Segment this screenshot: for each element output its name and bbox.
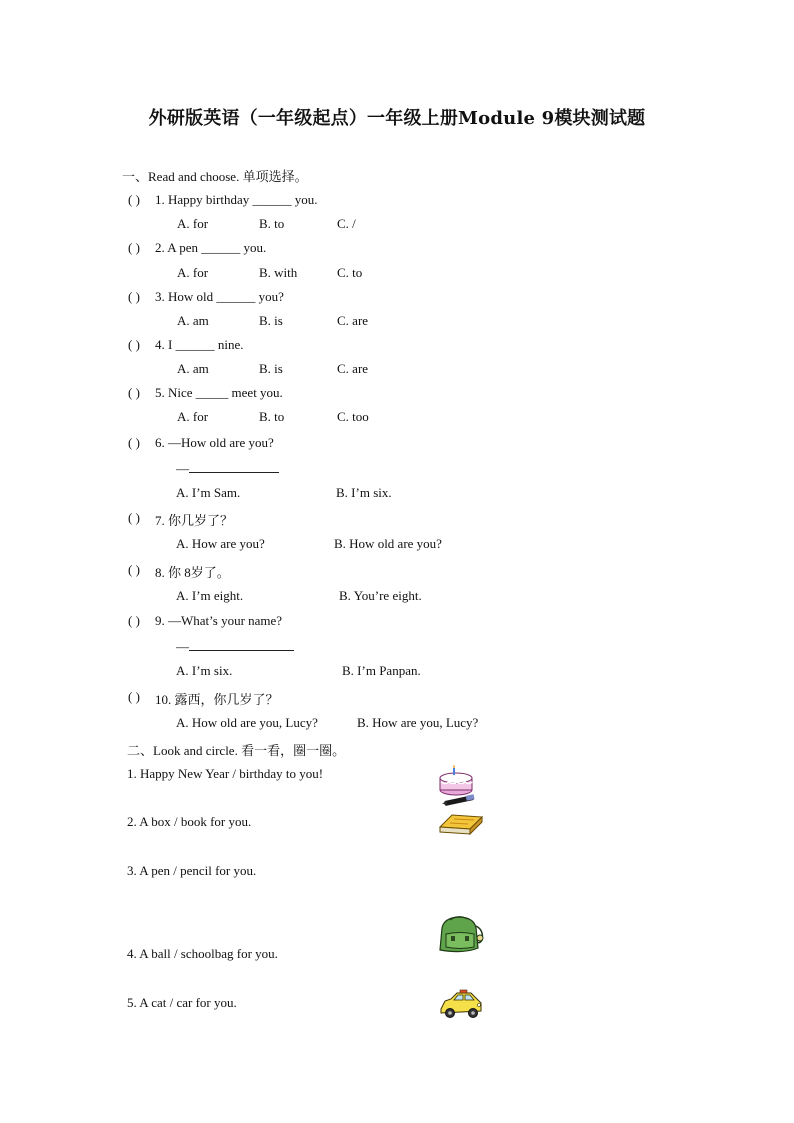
answer-blank[interactable]: ( ) xyxy=(128,435,140,450)
option-b: B. I’m six. xyxy=(336,485,392,500)
option-a: A. for xyxy=(177,409,209,424)
option-b: B. You’re eight. xyxy=(339,588,422,603)
option-a: A. How are you? xyxy=(176,536,265,551)
option-a: A. for xyxy=(177,265,209,280)
option-b: B. to xyxy=(259,216,285,231)
question-6: 6. —How old are you? xyxy=(155,435,274,450)
circle-item-3[interactable]: 3. A pen / pencil for you. xyxy=(127,863,257,878)
question-4: 4. I ______ nine. xyxy=(155,337,244,352)
option-a: A. I’m six. xyxy=(176,663,233,678)
question-2: 2. A pen ______ you. xyxy=(155,240,267,255)
answer-line[interactable] xyxy=(176,460,279,477)
question-9: 9. —What’s your name? xyxy=(155,613,283,628)
section1-heading: 一、Read and choose. 单项选择。 xyxy=(122,169,308,184)
answer-blank[interactable]: ( ) xyxy=(128,613,140,628)
car-icon xyxy=(437,989,485,1021)
option-b: B. How are you, Lucy? xyxy=(357,715,479,730)
answer-blank[interactable]: ( ) xyxy=(128,240,140,255)
question-3: 3. How old ______ you? xyxy=(155,289,284,304)
answer-underline xyxy=(189,460,279,473)
option-b: B. I’m Panpan. xyxy=(342,663,421,678)
option-c: C. are xyxy=(337,313,369,328)
question-10: 10. 露西，你几岁了？ xyxy=(155,692,279,707)
option-a: A. How old are you, Lucy? xyxy=(176,715,318,730)
page-title: 外研版英语（一年级起点）一年级上册Module 9模块测试题 xyxy=(148,108,646,129)
circle-item-1[interactable]: 1. Happy New Year / birthday to you! xyxy=(127,766,324,781)
option-a: A. I’m eight. xyxy=(176,588,244,603)
option-c: C. / xyxy=(337,216,356,231)
option-c: C. are xyxy=(337,361,369,376)
option-c: C. too xyxy=(337,409,369,424)
circle-item-4[interactable]: 4. A ball / schoolbag for you. xyxy=(127,946,278,961)
question-5: 5. Nice _____ meet you. xyxy=(155,385,283,400)
option-c: C. to xyxy=(337,265,363,280)
answer-blank[interactable]: ( ) xyxy=(128,385,140,400)
option-a: A. am xyxy=(177,361,209,376)
question-7: 7. 你几岁了？ xyxy=(155,513,234,528)
cake-icon xyxy=(436,764,478,808)
question-1: 1. Happy birthday ______ you. xyxy=(155,192,318,207)
circle-item-5[interactable]: 5. A cat / car for you. xyxy=(127,995,237,1010)
answer-dash: — xyxy=(176,461,189,476)
answer-blank[interactable]: ( ) xyxy=(128,510,140,525)
option-b: B. to xyxy=(259,409,285,424)
answer-underline xyxy=(189,638,294,651)
option-b: B. How old are you? xyxy=(334,536,442,551)
option-a: A. am xyxy=(177,313,209,328)
option-a: A. for xyxy=(177,216,209,231)
option-a: A. I’m Sam. xyxy=(176,485,241,500)
option-b: B. is xyxy=(259,313,283,328)
answer-blank[interactable]: ( ) xyxy=(128,337,140,352)
section2-heading: 二、Look and circle. 看一看，圈一圈。 xyxy=(127,743,346,758)
option-b: B. with xyxy=(259,265,298,280)
question-8: 8. 你 8岁了。 xyxy=(155,565,230,580)
answer-blank[interactable]: ( ) xyxy=(128,289,140,304)
book-icon xyxy=(438,811,484,837)
answer-dash: — xyxy=(176,639,189,654)
answer-blank[interactable]: ( ) xyxy=(128,192,140,207)
answer-line[interactable] xyxy=(176,638,294,655)
circle-item-2[interactable]: 2. A box / book for you. xyxy=(127,814,252,829)
option-b: B. is xyxy=(259,361,283,376)
schoolbag-icon xyxy=(434,914,486,956)
answer-blank[interactable]: ( ) xyxy=(128,562,140,577)
answer-blank[interactable]: ( ) xyxy=(128,689,140,704)
